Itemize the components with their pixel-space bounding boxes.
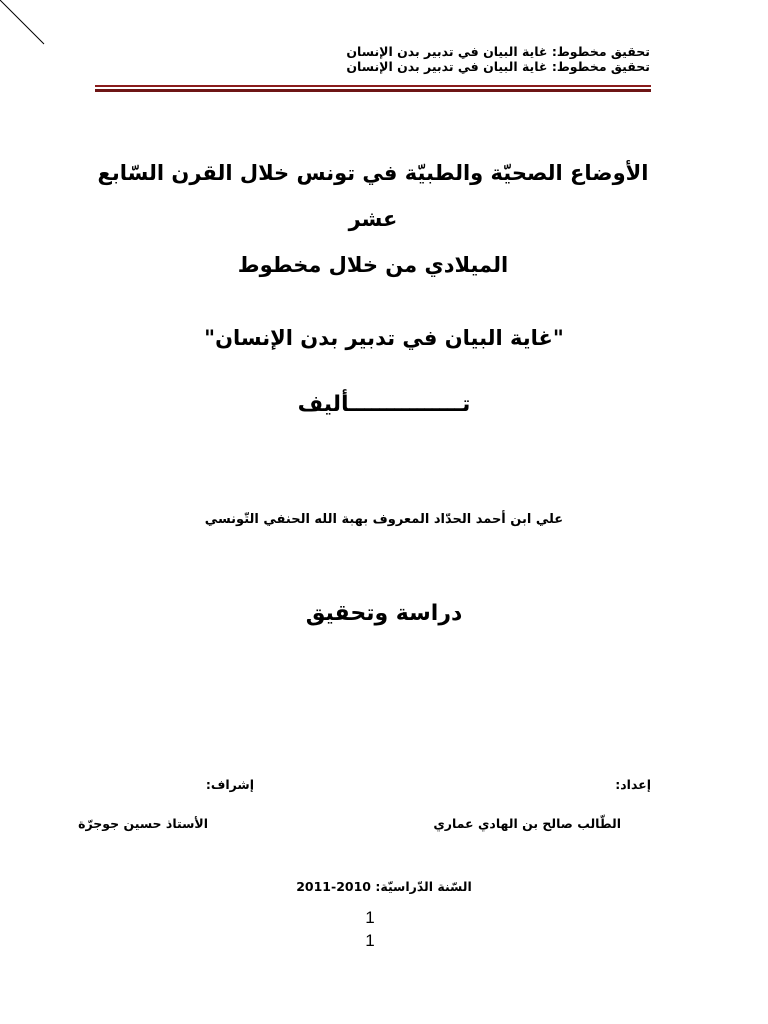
thesis-title: [93, 150, 653, 288]
study-label: دراسة وتحقيق: [305, 601, 463, 626]
authored-label: تـــــــــــــــأليف: [297, 392, 471, 417]
header-line-2: تحقيق مخطوط: غاية البيان في تدبير بدن الإنسان: [346, 59, 650, 74]
thesis-title-line-1: الأوضاع الصحيّة والطبيّة في تونس خلال القرن السّابع عشر: [97, 161, 649, 231]
running-header: [346, 44, 650, 74]
prepared-by-label: إعداد:: [615, 777, 651, 792]
academic-year: السّنة الدّراسيّة: 2010-2011: [296, 879, 472, 894]
header-line-1: تحقيق مخطوط: غاية البيان في تدبير بدن الإنسان: [346, 44, 650, 59]
thesis-title-line-2: الميلادي من خلال مخطوط: [237, 253, 509, 277]
corner-line: [0, 0, 60, 60]
student-name: الطّالب صالح بن الهادي عماري: [433, 816, 621, 831]
page-number: 1: [365, 931, 375, 950]
header-rule-thick: [95, 89, 651, 92]
page-number: 1: [365, 908, 375, 927]
author-name: علي ابن أحمد الحدّاد المعروف بهبة الله الحنفي التّونسي: [204, 512, 564, 527]
manuscript-title: "غاية البيان في تدبير بدن الإنسان": [204, 326, 564, 350]
supervisor-name: الأستاذ حسين جوجرّة: [78, 816, 208, 831]
header-rule-thin: [95, 85, 651, 87]
supervision-label: إشراف:: [205, 777, 254, 792]
